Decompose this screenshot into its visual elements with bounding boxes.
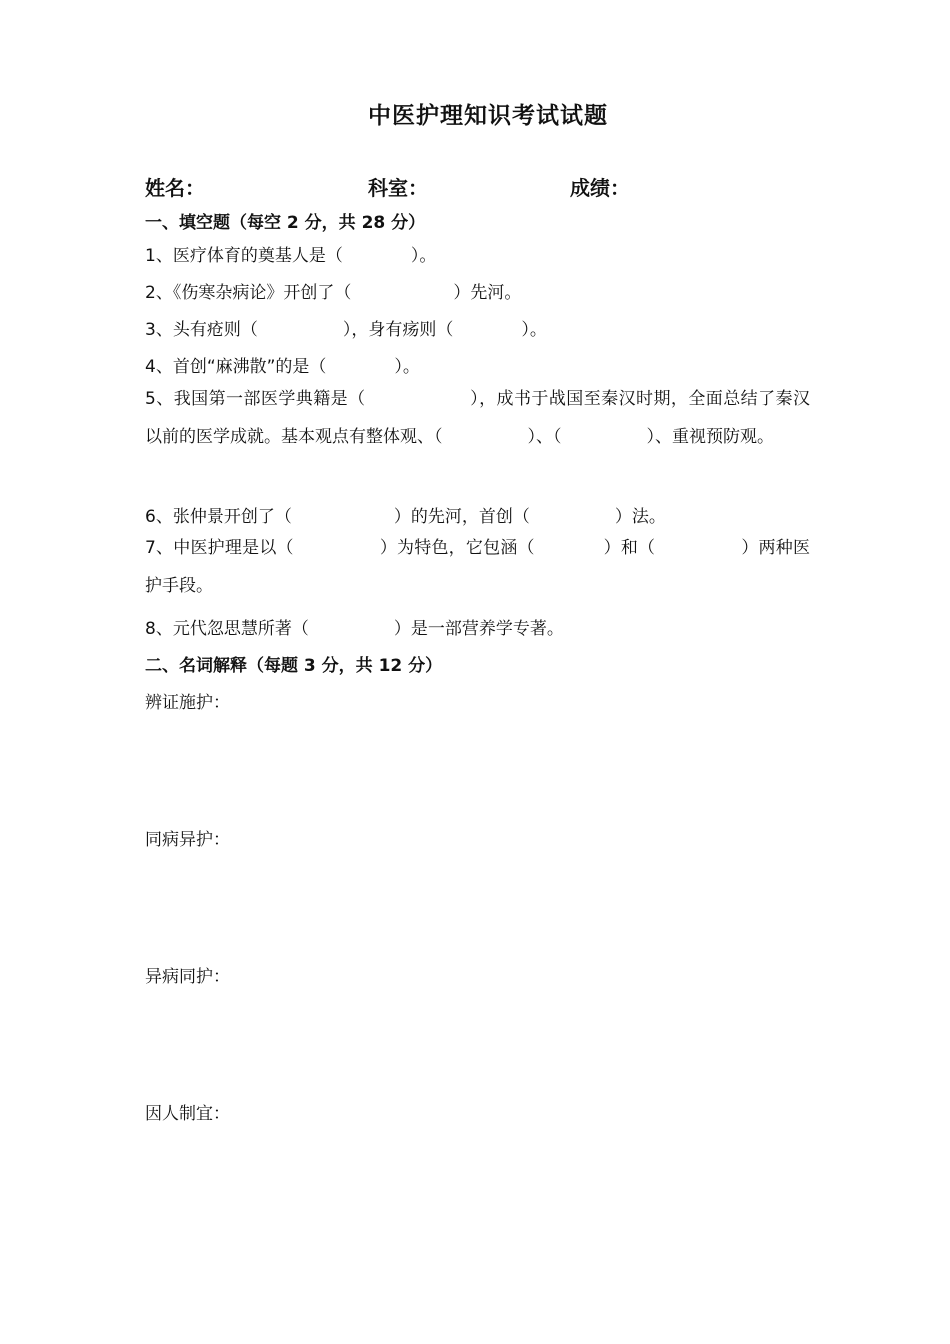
term-4: 因人制宜：	[145, 1104, 230, 1124]
page-title: 中医护理知识考试试题	[368, 103, 608, 129]
question-8: 8、元代忽思慧所著（ ）是一部营养学专著。	[145, 619, 564, 639]
question-2: 2、《伤寒杂病论》开创了（ ）先河。	[145, 283, 522, 303]
question-4: 4、首创“麻沸散”的是（ ）。	[145, 357, 420, 377]
term-3: 异病同护：	[145, 967, 230, 987]
score-label: 成绩：	[570, 176, 630, 200]
question-7: 7、中医护理是以（ ）为特色，它包涵（ ）和（ ）两种医护手段。	[145, 538, 810, 596]
question-3: 3、头有疮则（ ），身有疡则（ ）。	[145, 320, 547, 340]
question-1: 1、医疗体育的奠基人是（ ）。	[145, 246, 437, 266]
term-1: 辨证施护：	[145, 693, 230, 713]
section1-heading: 一、填空题（每空 2 分，共 28 分）	[145, 213, 426, 233]
department-label: 科室：	[368, 176, 428, 200]
term-2: 同病异护：	[145, 830, 230, 850]
section2-heading: 二、名词解释（每题 3 分，共 12 分）	[145, 656, 443, 676]
question-5: 5、我国第一部医学典籍是（ ），成书于战国至秦汉时期，全面总结了秦汉以前的医学成就。基本观点有整体观、（ ）、（ ）、重视预防观。	[145, 389, 810, 447]
name-label: 姓名：	[145, 176, 205, 200]
question-6: 6、张仲景开创了（ ）的先河，首创（ ）法。	[145, 507, 666, 527]
